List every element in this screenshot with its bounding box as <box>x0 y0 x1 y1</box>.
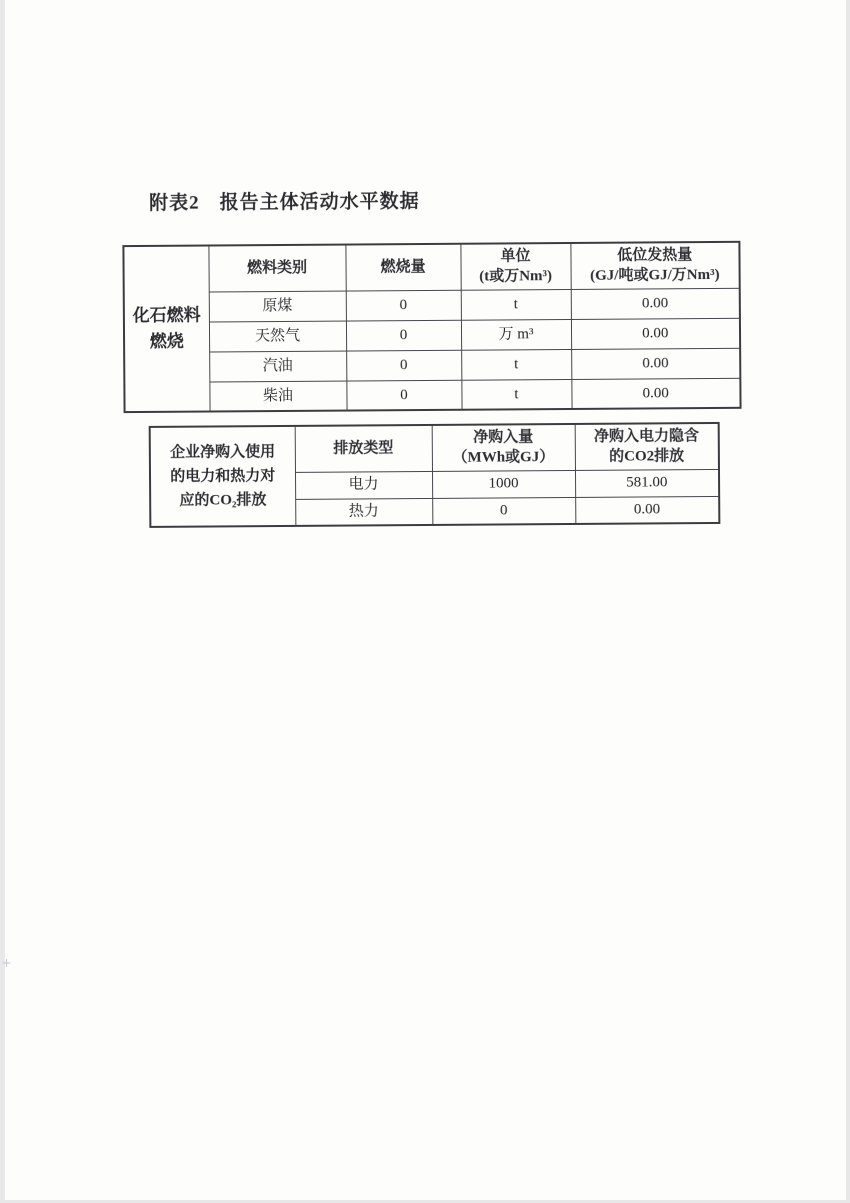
cell-emission-type: 热力 <box>295 498 432 526</box>
cell-unit: t <box>461 379 571 410</box>
cell-implied-co2: 0.00 <box>575 496 719 524</box>
cell-implied-co2: 581.00 <box>574 469 718 497</box>
group-label-purchased-energy: 企业净购入使用 的电力和热力对 应的CO₂排放 <box>149 426 295 527</box>
header-unit: 单位 (t或万Nm³) <box>460 243 570 290</box>
document-title: 附表2 报告主体活动水平数据 <box>148 191 420 214</box>
header-net-purchase: 净购入量 （MWh或GJ） <box>431 424 574 471</box>
cell-unit: t <box>461 349 571 380</box>
cell-fuel-name: 原煤 <box>208 291 345 322</box>
cell-heat-value: 0.00 <box>570 318 739 349</box>
header-low-heat-value: 低位发热量 (GJ/吨或GJ/万Nm³) <box>570 242 739 289</box>
cell-net-purchase: 0 <box>432 497 575 525</box>
cell-burn-amount: 0 <box>345 290 460 321</box>
header-implied-co2: 净购入电力隐含 的CO2排放 <box>574 423 718 470</box>
cell-burn-amount: 0 <box>345 320 460 351</box>
document-content <box>2 0 850 1203</box>
cell-fuel-name: 柴油 <box>209 381 346 412</box>
cell-unit: t <box>460 289 570 320</box>
cell-burn-amount: 0 <box>346 350 461 381</box>
cell-heat-value: 0.00 <box>570 288 739 319</box>
fossil-fuel-combustion-table <box>122 241 741 413</box>
group-label-fossil-fuel: 化石燃料 燃烧 <box>123 246 209 413</box>
table-row-natural-gas <box>123 318 739 352</box>
cell-burn-amount: 0 <box>346 380 461 411</box>
cell-net-purchase: 1000 <box>431 470 574 498</box>
scan-registration-mark: + <box>1 956 12 970</box>
header-fuel-type: 燃料类别 <box>208 245 345 292</box>
cell-heat-value: 0.00 <box>571 378 740 409</box>
cell-fuel-name: 汽油 <box>209 351 346 382</box>
cell-emission-type: 电力 <box>294 471 431 499</box>
cell-unit: 万 m³ <box>460 319 570 350</box>
cell-heat-value: 0.00 <box>571 348 740 379</box>
table-header-row <box>123 242 739 292</box>
table-row-diesel <box>124 378 740 412</box>
purchased-energy-co2-table <box>148 422 720 528</box>
table-row-raw-coal <box>123 288 739 322</box>
header-emission-type: 排放类型 <box>294 425 431 472</box>
table-header-row <box>149 423 718 473</box>
cell-fuel-name: 天然气 <box>208 321 345 352</box>
header-burn-amount: 燃烧量 <box>345 244 460 291</box>
scanned-document-page <box>1 0 846 1200</box>
table-row-gasoline <box>124 348 740 382</box>
